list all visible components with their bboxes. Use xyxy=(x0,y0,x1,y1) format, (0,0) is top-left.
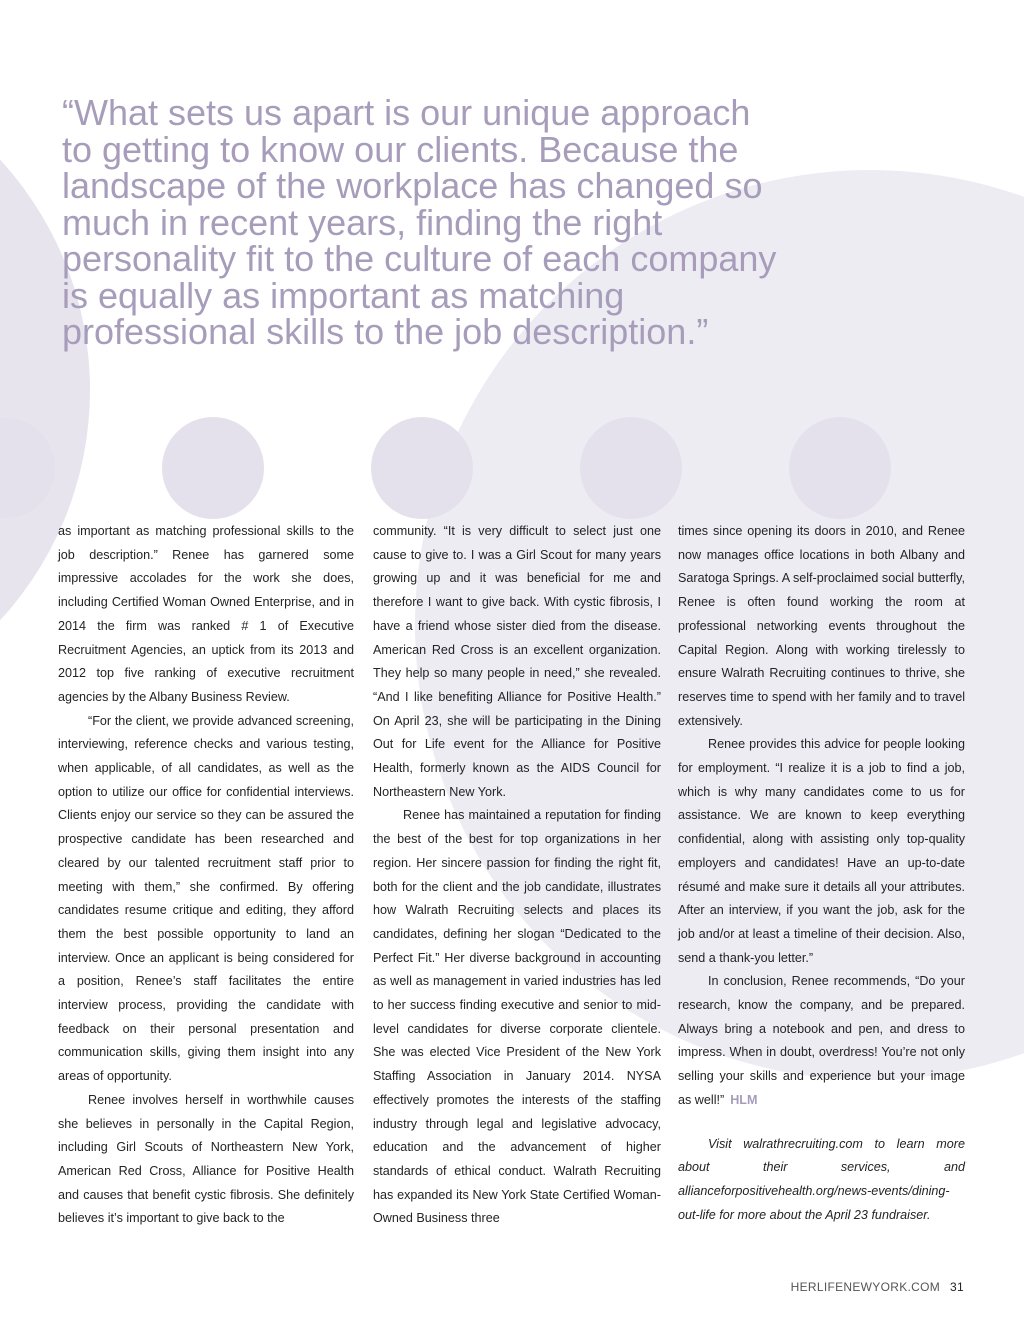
closing-text: In conclusion, Renee recommends, “Do your research, know the company, and be prepared. Always bring a notebook and pen, and dress to impress. When in doubt, overdress! You’re not only selling your skills and experience but your image as well!” xyxy=(678,974,965,1107)
article-column-3 xyxy=(678,520,965,1227)
paragraph: community. “It is very difficult to select just one cause to give to. I was a Girl Scout for many years growing up and it was beneficial for me and therefore I want to give back. With cystic fibrosis, I have a friend whose sister died from the disease. American Red Cross is an excellent organization. They help so many people in need,” she revealed. “And I like benefiting Alliance for Positive Health.” On April 23, she will be participating in the Dining Out for Life event for the Alliance for Positive Health, formerly known as the AIDS Council for Northeastern New York. xyxy=(373,524,661,799)
paragraph: Renee has maintained a reputation for finding the best of the best for top organizations in her region. Her sincere passion for finding the right fit, both for the client and the job candidate, illustrates how Walrath Recruiting selects and places its candidates, defining her slogan “Dedicated to the Perfect Fit.” Her diverse background in accounting as well as management in varied industries has led to her success finding executive and senior to mid-level candidates for diverse corporate clientele. She was elected Vice President of the New York Staffing Association in January 2014. NYSA effectively promotes the interests of the staffing industry through legal and legislative advocacy, education and the advancement of higher standards of ethical conduct. Walrath Recruiting has expanded its New York State Certified Woman-Owned Business three xyxy=(373,808,661,1226)
dot-3 xyxy=(371,417,473,519)
article-column-1 xyxy=(58,520,354,1231)
paragraph: times since opening its doors in 2010, and Renee now manages office locations in both Albany and Saratoga Springs. A self-proclaimed social butterfly, Renee is often found working the room at professional networking events throughout the Capital Region. Along with working tirelessly to ensure Walrath Recruiting continues to thrive, she reserves time to spend with her family and to travel extensively. xyxy=(678,524,965,728)
page-number: 31 xyxy=(950,1280,964,1294)
visit-note: Visit walrathrecruiting.com to learn more about their services, and allianceforpositivehealth.org/news-events/dining-out-life for more about the April 23 fundraiser. xyxy=(678,1136,965,1222)
paragraph: as important as matching professional skills to the job description.” Renee has garnered some impressive accolades for the work she does, including Certified Woman Owned Enterprise, and in 2014 the firm was ranked # 1 of Executive Recruitment Agencies, an uptick from its 2013 and 2012 top five ranking of executive recruitment agencies by the Albany Business Review. xyxy=(58,524,354,704)
footer-site: HERLIFENEWYORK.COM xyxy=(790,1280,941,1294)
paragraph-closing xyxy=(678,970,965,1112)
dot-4 xyxy=(580,417,682,519)
paragraph: Renee involves herself in worthwhile causes she believes in personally in the Capital Region, including Girl Scouts of Northeastern New York, American Red Cross, Alliance for Positive Health and causes that benefit cystic fibrosis. She definitely believes it’s important to give back to the xyxy=(58,1092,354,1226)
dot-5 xyxy=(789,417,891,519)
page-footer xyxy=(791,1280,964,1294)
article-column-2 xyxy=(373,520,661,1231)
dot-2 xyxy=(162,417,264,519)
pull-quote: “What sets us apart is our unique approach to getting to know our clients. Because the landscape of the workplace has changed so much in recent years, finding the right personality fit to the culture of each company is equally as important as matching professional skills to the job description.” xyxy=(62,92,777,352)
paragraph: “For the client, we provide advanced screening, interviewing, reference checks and various testing, when applicable, of all candidates, as well as the option to utilize our office for confidential interviews. Clients enjoy our service so they can be assured the prospective candidate has been researched and cleared by our talented recruitment staff prior to meeting with them,” she confirmed. By offering candidates resume critique and editing, they afford them the best possible opportunity to land an interview. Once an applicant is being considered for a position, Renee’s staff facilitates the entire interview process, providing the candidate with feedback on their personal presentation and communication skills, giving them insight into any areas of opportunity. xyxy=(58,713,354,1084)
author-signature: HLM xyxy=(730,1092,758,1107)
paragraph: Renee provides this advice for people looking for employment. “I realize it is a job to find a job, which is why many candidates come to us for assistance. We are known to keep everything confidential, along with assisting only top-quality employers and candidates! Have an up-to-date résumé and make sure it details all your attributes. After an interview, if you want the job, ask for the job and/or at least a timeline of their decision. Also, send a thank-you letter.” xyxy=(678,737,965,965)
